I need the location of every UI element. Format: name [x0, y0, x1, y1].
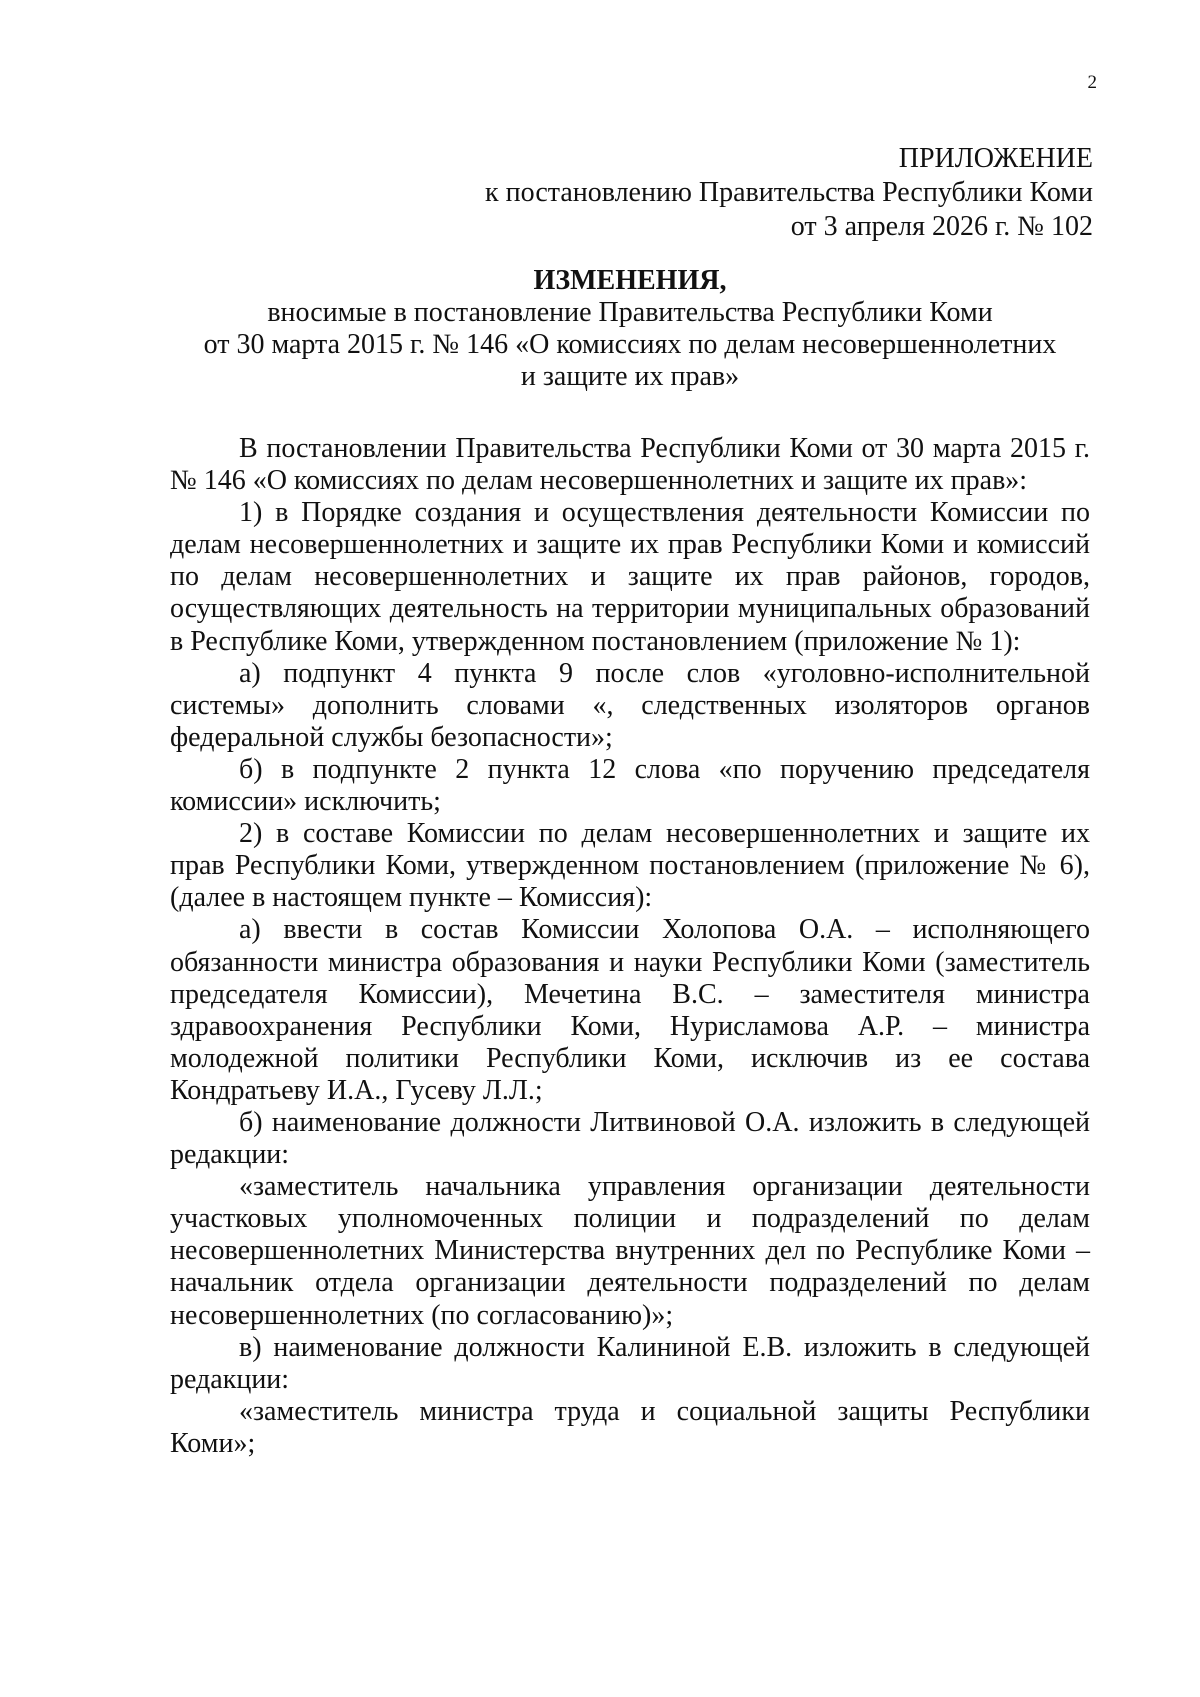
paragraph-item-2b-text: «заместитель начальника управления организации деятельности участковых уполномоченных полиции и подразделений по делам несовершеннолетних Министерства внутренних дел по Республике Коми – начальник отдела организации деятельности подразделений по делам несовершеннолетних (по согласованию)»;	[170, 1171, 1090, 1331]
paragraph-item-2a: а) ввести в состав Комиссии Холопова О.А. – исполняющего обязанности министра образования и науки Республики Коми (заместитель председателя Комиссии), Мечетина В.С. – заместителя министра здравоохранения Республики Коми, Нурисламова А.Р. – министра молодежной политики Республики Коми, исключив из ее состава Кондратьеву И.А., Гусеву Л.Л.;	[170, 914, 1090, 1106]
document-title: ИЗМЕНЕНИЯ,	[533, 265, 727, 296]
document-subtitle-line-1: вносимые в постановление Правительства Республики Коми	[267, 297, 993, 328]
paragraph-intro: В постановлении Правительства Республики Коми от 30 марта 2015 г. № 146 «О комиссиях по делам несовершеннолетних и защите их прав»:	[170, 433, 1090, 497]
paragraph-item-1a: а) подпункт 4 пункта 9 после слов «уголовно-исполнительной системы» дополнить словами «, следственных изоляторов органов федеральной службы безопасности»;	[170, 657, 1090, 753]
appendix-resolution-date: от 3 апреля 2026 г. № 102	[790, 211, 1093, 242]
document-subtitle-line-3: и защите их прав»	[520, 361, 740, 392]
appendix-resolution-reference: к постановлению Правительства Республики Коми	[485, 177, 1093, 208]
paragraph-item-2: 2) в составе Комиссии по делам несовершеннолетних и защите их прав Республики Коми, утвержденном постановлением (приложение № 6), (далее в настоящем пункте – Комиссия):	[170, 818, 1090, 914]
paragraph-item-2b: б) наименование должности Литвиновой О.А. изложить в следующей редакции:	[170, 1106, 1090, 1171]
appendix-label: ПРИЛОЖЕНИЕ	[898, 143, 1093, 174]
appendix-block	[393, 142, 1093, 244]
paragraph-item-1: 1) в Порядке создания и осуществления деятельности Комиссии по делам несовершеннолетних и защите их прав Республики Коми и комиссий по делам несовершеннолетних и защите их прав районов, городов, осуществляющих деятельность на территории муниципальных образований в Республике Коми, утвержденном постановлением (приложение № 1):	[170, 497, 1090, 657]
document-heading	[170, 265, 1090, 393]
paragraph-item-2c: в) наименование должности Калининой Е.В. изложить в следующей редакции:	[170, 1331, 1090, 1395]
page-number: 2	[1087, 72, 1097, 93]
document-body	[170, 433, 1090, 1460]
paragraph-item-2c-text: «заместитель министра труда и социальной защиты Республики Коми»;	[170, 1395, 1090, 1459]
paragraph-item-1b: б) в подпункте 2 пункта 12 слова «по поручению председателя комиссии» исключить;	[170, 753, 1090, 818]
document-subtitle-line-2: от 30 марта 2015 г. № 146 «О комиссиях по делам несовершеннолетних	[203, 329, 1057, 360]
